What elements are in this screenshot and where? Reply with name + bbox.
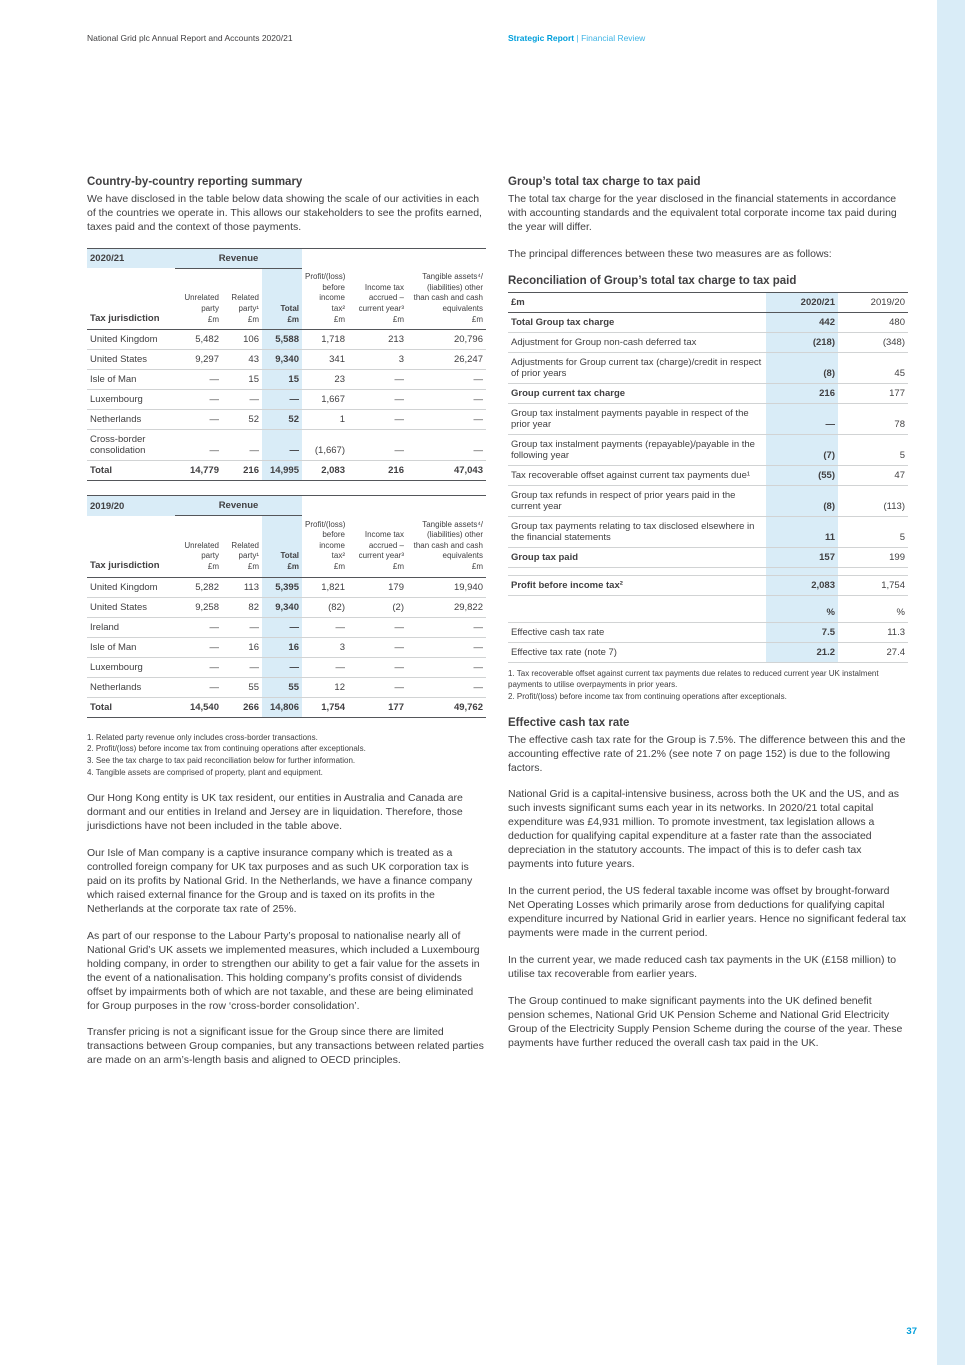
table-cell: 23 bbox=[302, 370, 348, 390]
table-row bbox=[87, 350, 486, 370]
country-table-2019-20 bbox=[87, 495, 486, 717]
table-cell: United Kingdom bbox=[87, 330, 175, 350]
table-cell: (113) bbox=[838, 485, 908, 516]
table-cell: Group tax payments relating to tax disclosed elsewhere in the financial statements bbox=[508, 516, 766, 547]
table-cell: 5,588 bbox=[262, 330, 302, 350]
table-cell: 16 bbox=[262, 637, 302, 657]
table-row bbox=[87, 617, 486, 637]
table-cell: 5,482 bbox=[175, 330, 222, 350]
column-header bbox=[302, 268, 348, 329]
table-cell bbox=[508, 603, 766, 623]
table-cell bbox=[766, 567, 838, 575]
table-cell bbox=[766, 595, 838, 603]
table-cell: — bbox=[407, 637, 486, 657]
header-separator: | bbox=[574, 33, 582, 43]
table-row bbox=[87, 697, 486, 717]
table-cell: Profit before income tax² bbox=[508, 575, 766, 595]
column-header bbox=[262, 268, 302, 329]
table-cell: Netherlands bbox=[87, 677, 175, 697]
country-reporting-intro: We have disclosed in the table below data showing the scale of our activities in each of the countries we operate in. This allows our stakeholders to see the profits earned, taxes paid and the context of those payments. bbox=[87, 193, 482, 233]
column-header-label: Tangible assets⁴/ (liabilities) other than cash and cash equivalents bbox=[413, 272, 483, 313]
table-cell: (55) bbox=[766, 465, 838, 485]
table-cell: — bbox=[262, 390, 302, 410]
column-header-row bbox=[508, 292, 908, 312]
paragraph-effective-rate: The effective cash tax rate for the Group is 7.5%. The difference between this and the accounting effective rate of 21.2% (see note 7 on page 152) is due to the following factors. bbox=[508, 733, 906, 774]
table-cell: 19,940 bbox=[407, 577, 486, 597]
column-header bbox=[87, 516, 175, 577]
table-row bbox=[508, 312, 908, 332]
table-cell: 9,258 bbox=[175, 597, 222, 617]
footnote: 3. See the tax charge to tax paid reconciliation below for further information. bbox=[87, 755, 356, 765]
table-cell: 45 bbox=[838, 352, 908, 383]
table-cell: — bbox=[407, 677, 486, 697]
table-cell: — bbox=[407, 430, 486, 461]
table-row bbox=[508, 547, 908, 567]
column-header-label: Unrelated party bbox=[184, 540, 219, 560]
table-row bbox=[508, 595, 908, 603]
table-row bbox=[508, 465, 908, 485]
table-cell: Adjustment for Group non-cash deferred tax bbox=[508, 332, 766, 352]
column-header-label: Related party¹ bbox=[231, 540, 259, 560]
table-cell bbox=[508, 567, 766, 575]
column-header bbox=[222, 268, 262, 329]
table-cell: Ireland bbox=[87, 617, 175, 637]
period-label: 2020/21 bbox=[87, 248, 175, 268]
column-header-label: Tax jurisdiction bbox=[90, 312, 160, 324]
column-header bbox=[407, 516, 486, 577]
column-header bbox=[407, 268, 486, 329]
column-header-label: Unrelated party bbox=[184, 293, 219, 313]
table-cell: — bbox=[262, 657, 302, 677]
period-row bbox=[87, 496, 486, 516]
paragraph-uk-reduced-payments: In the current year, we made reduced cash tax payments in the UK (£158 million) to utilise tax recoverable from earlier years. bbox=[508, 953, 897, 980]
table-cell: % bbox=[838, 603, 908, 623]
reconciliation-title: Reconciliation of Group’s total tax charge to tax paid bbox=[508, 274, 797, 287]
table-cell: Total bbox=[87, 697, 175, 717]
tax-charge-intro: The total tax charge for the year disclosed in the financial statements in accordance with accounting standards and the equivalent total corporate income tax paid during the year will differ. bbox=[508, 193, 897, 233]
table-cell: — bbox=[348, 410, 407, 430]
table-cell: 52 bbox=[262, 410, 302, 430]
table-cell: (218) bbox=[766, 332, 838, 352]
table-cell: (8) bbox=[766, 352, 838, 383]
table-cell: Luxembourg bbox=[87, 390, 175, 410]
table-cell: — bbox=[348, 677, 407, 697]
reconciliation-table-body bbox=[508, 312, 908, 662]
table-cell: 11 bbox=[766, 516, 838, 547]
column-header-unit: £m bbox=[333, 314, 345, 324]
column-header-unit: £m bbox=[207, 562, 219, 572]
table-row bbox=[87, 637, 486, 657]
table-cell: 52 bbox=[222, 410, 262, 430]
table-cell: 216 bbox=[222, 461, 262, 481]
column-header-unit-gbp: £m bbox=[508, 292, 766, 312]
table-cell bbox=[838, 595, 908, 603]
footnote: 4. Tangible assets are comprised of property, plant and equipment. bbox=[87, 767, 323, 777]
table-cell: Total bbox=[87, 461, 175, 481]
table-cell: Effective tax rate (note 7) bbox=[508, 642, 766, 662]
table-cell: Effective cash tax rate bbox=[508, 622, 766, 642]
table-cell: 14,806 bbox=[262, 697, 302, 717]
table-cell: — bbox=[348, 370, 407, 390]
table-cell: 15 bbox=[222, 370, 262, 390]
column-header-2019-20: 2019/20 bbox=[838, 292, 908, 312]
column-header-label: Related party¹ bbox=[231, 293, 259, 313]
reconciliation-footnotes bbox=[508, 668, 908, 703]
table-cell bbox=[508, 595, 766, 603]
table-cell: 16 bbox=[222, 637, 262, 657]
subsection-label: Financial Review bbox=[581, 33, 646, 43]
table-row bbox=[87, 657, 486, 677]
footnote: 1. Tax recoverable offset against current tax payments due relates to reduced current year UK instalment payments to utilise overpayments in prior years. bbox=[508, 668, 879, 690]
table-row bbox=[87, 410, 486, 430]
table-cell: (2) bbox=[348, 597, 407, 617]
table-cell: — bbox=[348, 617, 407, 637]
column-header-label: Tax jurisdiction bbox=[90, 560, 160, 572]
section-title-country-reporting: Country-by-country reporting summary bbox=[87, 176, 303, 188]
country-table-footnotes bbox=[87, 732, 486, 778]
table-cell: — bbox=[175, 390, 222, 410]
table-cell: 1,718 bbox=[302, 330, 348, 350]
table-row bbox=[87, 370, 486, 390]
table-row bbox=[87, 461, 486, 481]
paragraph-transfer-pricing: Transfer pricing is not a significant issue for the Group since there are limited transactions between Group companies, but any transactions between related parties are made on an arm’s-length basis and aligned to OECD principles. bbox=[87, 1026, 484, 1067]
table-cell: 7.5 bbox=[766, 622, 838, 642]
table-cell: 11.3 bbox=[838, 622, 908, 642]
table-cell bbox=[838, 567, 908, 575]
table-cell: 9,340 bbox=[262, 350, 302, 370]
table-cell: 78 bbox=[838, 403, 908, 434]
table-cell: 26,247 bbox=[407, 350, 486, 370]
table-cell: 55 bbox=[262, 677, 302, 697]
table-row bbox=[508, 516, 908, 547]
table-cell: — bbox=[348, 430, 407, 461]
column-header bbox=[175, 268, 222, 329]
table-cell: — bbox=[175, 677, 222, 697]
table-cell: 341 bbox=[302, 350, 348, 370]
column-header-label: Income tax accrued – current year³ bbox=[358, 282, 404, 313]
table-cell: 2,083 bbox=[766, 575, 838, 595]
table-cell: — bbox=[222, 617, 262, 637]
table-cell: 12 bbox=[302, 677, 348, 697]
table-cell: 113 bbox=[222, 577, 262, 597]
reconciliation-table bbox=[508, 292, 908, 663]
reconciliation-table-head bbox=[508, 292, 908, 312]
table-cell: 216 bbox=[766, 383, 838, 403]
table-cell: % bbox=[766, 603, 838, 623]
footnote: 1. Related party revenue only includes cross-border transactions. bbox=[87, 732, 318, 742]
column-header-unit: £m bbox=[333, 562, 345, 572]
column-header-unit: £m bbox=[471, 562, 483, 572]
table-row bbox=[87, 597, 486, 617]
left-column bbox=[87, 176, 486, 1081]
table-cell: Netherlands bbox=[87, 410, 175, 430]
table-cell: — bbox=[175, 430, 222, 461]
table-cell: Luxembourg bbox=[87, 657, 175, 677]
table-cell: 3 bbox=[348, 350, 407, 370]
table-cell: 442 bbox=[766, 312, 838, 332]
column-header-unit: £m bbox=[247, 562, 259, 572]
table-cell: 20,796 bbox=[407, 330, 486, 350]
column-header-label: Income tax accrued – current year³ bbox=[358, 530, 404, 560]
table-cell: Isle of Man bbox=[87, 637, 175, 657]
footnote: 2. Profit/(loss) before income tax from continuing operations after exceptionals. bbox=[508, 692, 787, 701]
table-cell: United Kingdom bbox=[87, 577, 175, 597]
column-header bbox=[222, 516, 262, 577]
footnote: 2. Profit/(loss) before income tax from continuing operations after exceptionals. bbox=[87, 744, 366, 754]
column-header-row bbox=[87, 516, 486, 577]
column-header-unit: £m bbox=[247, 314, 259, 324]
period-row-filler bbox=[302, 248, 486, 268]
table-cell: — bbox=[348, 637, 407, 657]
table-cell: — bbox=[175, 617, 222, 637]
right-column bbox=[508, 176, 908, 1064]
table-cell: 106 bbox=[222, 330, 262, 350]
table-cell: Group tax refunds in respect of prior years paid in the current year bbox=[508, 485, 766, 516]
table-cell: — bbox=[222, 390, 262, 410]
table-row bbox=[508, 434, 908, 465]
table-row bbox=[508, 403, 908, 434]
table-cell: 43 bbox=[222, 350, 262, 370]
table-cell: 5,395 bbox=[262, 577, 302, 597]
paragraph-isle-of-man: Our Isle of Man company is a captive insurance company which is treated as a controlled foreign company for UK tax purposes and as such UK corporation tax is paid on its profits by National Grid. In the Netherlands, we have a finance company which raised external finance for the Group and is taxed on its profits in the Netherlands at the corporate tax rate of 25%. bbox=[87, 847, 473, 915]
column-header-label: Total bbox=[280, 303, 299, 313]
column-header-label: Tangible assets⁴/ (liabilities) other than cash and cash equivalents bbox=[413, 519, 483, 560]
section-title-tax-charge: Group’s total tax charge to tax paid bbox=[508, 176, 701, 188]
revenue-group-label: Revenue bbox=[175, 248, 302, 268]
table-cell: Group current tax charge bbox=[508, 383, 766, 403]
table-cell: — bbox=[222, 657, 262, 677]
table-cell: 14,540 bbox=[175, 697, 222, 717]
table-cell: 179 bbox=[348, 577, 407, 597]
column-header-label: Total bbox=[280, 550, 299, 560]
column-header-unit: £m bbox=[287, 562, 299, 572]
column-header-2020-21: 2020/21 bbox=[766, 292, 838, 312]
table-cell: Cross-border consolidation bbox=[87, 430, 175, 461]
table-cell: 480 bbox=[838, 312, 908, 332]
table-cell: 5,282 bbox=[175, 577, 222, 597]
table-row bbox=[508, 485, 908, 516]
table-cell: 157 bbox=[766, 547, 838, 567]
table-row bbox=[87, 330, 486, 350]
table-cell: — bbox=[175, 657, 222, 677]
table-cell: Tax recoverable offset against current tax payments due¹ bbox=[508, 465, 766, 485]
table-cell: — bbox=[766, 403, 838, 434]
table-cell: Total Group tax charge bbox=[508, 312, 766, 332]
running-header-right bbox=[508, 33, 645, 43]
table-row bbox=[87, 677, 486, 697]
country-table-head bbox=[87, 248, 486, 329]
country-table-body bbox=[87, 577, 486, 717]
column-header-label: Profit/(loss) before income tax² bbox=[305, 519, 346, 560]
section-title-effective-cash-tax-rate: Effective cash tax rate bbox=[508, 716, 630, 729]
table-cell: United States bbox=[87, 350, 175, 370]
table-cell: 82 bbox=[222, 597, 262, 617]
country-table-body bbox=[87, 330, 486, 481]
revenue-group-label: Revenue bbox=[175, 496, 302, 516]
table-cell: — bbox=[407, 617, 486, 637]
table-row bbox=[508, 567, 908, 575]
table-cell: 1 bbox=[302, 410, 348, 430]
page-edge-band bbox=[937, 0, 965, 1365]
table-cell: — bbox=[302, 617, 348, 637]
table-cell: 1,667 bbox=[302, 390, 348, 410]
paragraph-pension-payments: The Group continued to make significant payments into the UK defined benefit pension schemes, National Grid UK Pension Scheme and National Grid Electricity Group of the Electricity Supply Pension Scheme during the course of the year. These payments have further reduced the overall cash tax paid in the UK. bbox=[508, 994, 903, 1049]
section-label: Strategic Report bbox=[508, 33, 575, 43]
table-cell: 1,754 bbox=[838, 575, 908, 595]
column-header-unit: £m bbox=[392, 314, 404, 324]
column-header bbox=[175, 516, 222, 577]
paragraph-us-federal: In the current period, the US federal taxable income was offset by brought-forward Net Operating Losses which primarily arose from deductions for qualifying capital expenditure incurred by National Grid in earlier years. Hence no significant federal tax payments were made in the current period. bbox=[508, 885, 907, 940]
table-row bbox=[508, 383, 908, 403]
table-cell: 2,083 bbox=[302, 461, 348, 481]
table-cell: — bbox=[348, 657, 407, 677]
period-row-filler bbox=[302, 496, 486, 516]
country-table-head bbox=[87, 496, 486, 577]
table-cell: 47 bbox=[838, 465, 908, 485]
table-row bbox=[87, 390, 486, 410]
table-cell: 21.2 bbox=[766, 642, 838, 662]
table-cell: 1,754 bbox=[302, 697, 348, 717]
table-cell: — bbox=[262, 430, 302, 461]
table-cell: 49,762 bbox=[407, 697, 486, 717]
table-cell: 213 bbox=[348, 330, 407, 350]
column-header bbox=[348, 516, 407, 577]
table-cell: — bbox=[262, 617, 302, 637]
table-cell: — bbox=[407, 657, 486, 677]
table-cell: 199 bbox=[838, 547, 908, 567]
table-cell: 5 bbox=[838, 434, 908, 465]
table-cell: 55 bbox=[222, 677, 262, 697]
paragraph-capital-intensive: National Grid is a capital-intensive business, across both the UK and the US, and as such invests significant sums each year in its networks. In 2020/21 total capital expenditure was £4,931 million. To promote investment, tax legislation allows a deduction for qualifying capital expenditure at a faster rate than the associated depreciation in the statutory accounts. The impact of this is to defer cash tax payments into future years. bbox=[508, 788, 900, 871]
table-cell: (1,667) bbox=[302, 430, 348, 461]
table-cell: — bbox=[222, 430, 262, 461]
country-table-2020-21 bbox=[87, 248, 486, 481]
table-cell: 15 bbox=[262, 370, 302, 390]
table-cell: 5 bbox=[838, 516, 908, 547]
table-row bbox=[87, 430, 486, 461]
period-row bbox=[87, 248, 486, 268]
table-cell: (7) bbox=[766, 434, 838, 465]
table-row bbox=[508, 575, 908, 595]
table-cell: — bbox=[175, 637, 222, 657]
column-header-unit: £m bbox=[392, 562, 404, 572]
table-cell: 27.4 bbox=[838, 642, 908, 662]
table-cell: 216 bbox=[348, 461, 407, 481]
column-header bbox=[348, 268, 407, 329]
table-cell: — bbox=[175, 370, 222, 390]
table-cell: 177 bbox=[838, 383, 908, 403]
tax-charge-principal-differences: The principal differences between these two measures are as follows: bbox=[508, 247, 832, 260]
column-header bbox=[302, 516, 348, 577]
table-cell: 14,995 bbox=[262, 461, 302, 481]
column-header-unit: £m bbox=[471, 314, 483, 324]
table-cell: Group tax instalment payments (repayable)/payable in the following year bbox=[508, 434, 766, 465]
table-cell: 3 bbox=[302, 637, 348, 657]
period-label: 2019/20 bbox=[87, 496, 175, 516]
paragraph-jurisdictions: Our Hong Kong entity is UK tax resident, our entities in Australia and Canada are dormant and our entities in Ireland and Jersey are in liquidation. Therefore, those jurisdictions have not been included in the table above. bbox=[87, 792, 463, 833]
table-cell: Group tax instalment payments payable in respect of the prior year bbox=[508, 403, 766, 434]
column-header-label: Profit/(loss) before income tax² bbox=[305, 272, 346, 313]
table-cell: (348) bbox=[838, 332, 908, 352]
table-cell: (8) bbox=[766, 485, 838, 516]
table-cell: 9,340 bbox=[262, 597, 302, 617]
table-cell: — bbox=[348, 390, 407, 410]
table-cell: 14,779 bbox=[175, 461, 222, 481]
column-header-unit: £m bbox=[287, 314, 299, 324]
table-cell: — bbox=[175, 410, 222, 430]
table-row bbox=[508, 352, 908, 383]
table-cell: — bbox=[407, 390, 486, 410]
table-row bbox=[508, 642, 908, 662]
table-cell: — bbox=[407, 370, 486, 390]
page-number: 37 bbox=[906, 1326, 917, 1337]
table-cell: (82) bbox=[302, 597, 348, 617]
table-row bbox=[508, 603, 908, 623]
column-header bbox=[87, 268, 175, 329]
running-header-left: National Grid plc Annual Report and Accounts 2020/21 bbox=[87, 33, 293, 43]
table-cell: Adjustments for Group current tax (charge)/credit in respect of prior years bbox=[508, 352, 766, 383]
table-cell: United States bbox=[87, 597, 175, 617]
table-row bbox=[508, 622, 908, 642]
table-cell: — bbox=[407, 410, 486, 430]
table-cell: 1,821 bbox=[302, 577, 348, 597]
table-cell: 266 bbox=[222, 697, 262, 717]
table-row bbox=[87, 577, 486, 597]
table-cell: Isle of Man bbox=[87, 370, 175, 390]
table-row bbox=[508, 332, 908, 352]
column-header bbox=[262, 516, 302, 577]
table-cell: 29,822 bbox=[407, 597, 486, 617]
table-cell: 47,043 bbox=[407, 461, 486, 481]
paragraph-luxembourg: As part of our response to the Labour Party’s proposal to nationalise nearly all of National Grid’s UK assets we implemented measures, which included a Luxembourg holding company, in order to strengthen our ability to get a fair value for the assets in the event of a nationalisation. This holding company’s profits consist of dividends offset by impairments both of which are not taxable, and these are being eliminated for Group purposes in the row ‘cross-border consolidation’. bbox=[87, 929, 480, 1012]
column-header-row bbox=[87, 268, 486, 329]
table-cell: 9,297 bbox=[175, 350, 222, 370]
table-cell: 177 bbox=[348, 697, 407, 717]
table-cell: — bbox=[302, 657, 348, 677]
column-header-unit: £m bbox=[207, 314, 219, 324]
table-cell: Group tax paid bbox=[508, 547, 766, 567]
